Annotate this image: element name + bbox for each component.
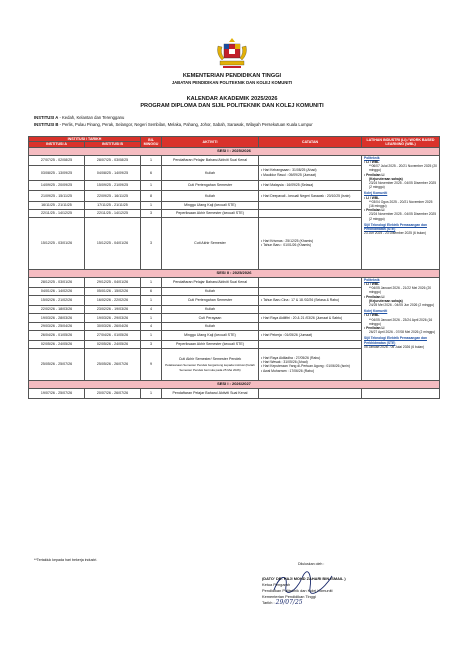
wbl-poli-d2: 24/25 Mei 2026 - 04/05 Jun 2026 (2 minggu) — [369, 303, 435, 308]
date-institusi-a: 16/11/25 - 21/11/25 — [29, 201, 85, 209]
activity: Pendaftaran Pelajar Baharu/Aktiviti Suai Kenal — [162, 277, 259, 287]
wbl-empty — [362, 388, 440, 398]
sesi-1-2025-2026 — [29, 147, 440, 155]
note-line: • Maulidur Rasul : 05/09/25 (Jumaat) — [261, 172, 317, 177]
wbl-cell: Politeknik • LI / WBL **06/07 Julai 2025 - 20/21 November 2025 (20 minggu) • Penilaian LI (Kejuruteraan sahaja) 23/24 November 2025 - 04/05 Disember 2025 (2 minggu) Kolej Komuniti • LI / WBL **03/04 Ogos 2025 - 20/21 November 2025 (16 minggu) • Penilaian LI 23/24 November 2025 - 04/05 Disember 2025 (2 minggu) Sijil Teknologi Elektrik Pemasangan dan Perkhidmatan (STE) 23 Jun 2025 - 23 Disember 2025 (6 bulan) — [362, 155, 440, 269]
date-institusi-a: 28/12/25 - 03/01/26 — [29, 277, 85, 287]
activity: Peperiksaan Akhir Semester (kecuali STE) — [162, 209, 259, 217]
header-bil-minggu: BIL MINGGU — [141, 137, 162, 148]
signatory-role3: Kementerian Pendidikan Tinggi — [262, 594, 316, 599]
wbl-kk-li: LI / WBL — [366, 313, 380, 318]
date-institusi-a: 03/08/25 - 13/09/25 — [29, 165, 85, 180]
bil-minggu: 9 — [141, 348, 162, 380]
bil-minggu: 1 — [141, 201, 162, 209]
wbl-kk: Kolej Komuniti — [364, 191, 388, 196]
note-line: • Hari Raya Aidiladha : 27/05/26 (Rabu) — [261, 355, 321, 360]
date-institusi-b: 22/09/25 - 16/11/25 — [85, 190, 141, 201]
wbl-kk-pen: Penilaian LI — [366, 326, 385, 331]
header-institusi-tarikh: INSTITUSI / TARIKH — [29, 137, 141, 142]
wbl-kk-d1: **03/04 Ogos 2025 - 20/21 November 2025 (16 minggu) — [369, 199, 433, 209]
date-institusi-a: 02/05/26 - 24/05/26 — [29, 340, 85, 348]
date-institusi-b: 05/01/26 - 15/02/26 — [85, 287, 141, 295]
note-line: • Hari Keputeraan Yang di-Pertuan Agong : 01/06/26 (Isnin) — [261, 364, 350, 369]
bil-minggu: 8 — [141, 190, 162, 201]
sesi-2-2025-2026 — [29, 269, 440, 277]
catatan — [259, 155, 362, 165]
note-line: • Tahun Baru Cina : 17 & 18 /02/26 (Selasa & Rabu) — [261, 298, 340, 303]
date-institusi-b: 30/03/26 - 26/04/26 — [85, 322, 141, 330]
bil-minggu: 6 — [141, 287, 162, 295]
note-line: • Hari Wesak : 31/05/26 (Ahad) — [261, 359, 308, 364]
activity: Kuliah — [162, 305, 259, 313]
date-institusi-b: 04/08/25 - 14/09/25 — [85, 165, 141, 180]
activity: Minggu Ulang Kaji (kecuali STE) — [162, 201, 259, 209]
catatan — [259, 330, 362, 340]
coat-of-arms-icon — [214, 36, 250, 70]
activity: Cuti Pertengahan Semester — [162, 180, 259, 190]
activity: Kuliah — [162, 165, 259, 180]
activity: Pendaftaran Pelajar Baharu/Aktiviti Suai Kenal — [162, 155, 259, 165]
catatan — [259, 190, 362, 201]
header-institusi-b: INSTITUSI B — [85, 142, 141, 147]
date-institusi-a: 25/05/26 - 25/07/26 — [29, 348, 85, 380]
footnote: **Tertakluk kepada hari bekerja industri. — [34, 558, 98, 562]
date-institusi-b: 17/11/25 - 21/11/25 — [85, 201, 141, 209]
bil-minggu: 1 — [141, 330, 162, 340]
note-line: • Tahun Baru : 01/01/26 (Khamis) — [261, 243, 311, 248]
wbl-poli-pen: Penilaian LI — [366, 172, 385, 177]
bil-minggu: 3 — [141, 217, 162, 269]
bil-minggu: 1 — [141, 180, 162, 190]
wbl-ste: Sijil Teknologi Elektrik Pemasangan dan Perkhidmatan (STE) — [364, 222, 427, 232]
date-institusi-a: 14/09/25 - 20/09/25 — [29, 180, 85, 190]
catatan — [259, 388, 362, 398]
date-institusi-a: 19/03/26 - 28/03/26 — [29, 313, 85, 322]
wbl-poli-pen: Penilaian LI — [366, 294, 385, 299]
catatan — [259, 295, 362, 305]
date-institusi-a: 22/02/26 - 18/03/26 — [29, 305, 85, 313]
wbl-kk-li: LI / WBL — [366, 195, 380, 200]
sesi-2-2025-2026-label: SESI II : 2025/2026 — [29, 269, 440, 277]
activity: Minggu Ulang Kaji (kecuali STE) — [162, 330, 259, 340]
bil-minggu: 1 — [141, 295, 162, 305]
activity — [162, 348, 259, 380]
catatan — [259, 165, 362, 180]
note-line: • Hari Raya Aidilfitri : 20 & 21 /03/26 (Jumaat & Sabtu) — [261, 315, 343, 320]
date-institusi-b: 19/03/26 - 29/03/26 — [85, 313, 141, 322]
wbl-kk-d2: 26/27 April 2026 - 07/08 Mei 2026 (2 minggu) — [369, 330, 436, 335]
signature-block — [262, 576, 346, 606]
sesi-1-2025-2026-label: SESI I : 2025/2026 — [29, 147, 440, 155]
wbl-kk-d2: 23/24 November 2025 - 04/05 Disember 2025 (2 minggu) — [369, 212, 437, 221]
date-institusi-b: 15/09/25 - 21/09/25 — [85, 180, 141, 190]
signatory-role2: Pendidikan Politeknik dan Kolej Komuniti — [262, 588, 333, 593]
approved-by-label: Diluluskan oleh : — [298, 562, 325, 566]
activity: Peperiksaan Akhir Semester (kecuali STE) — [162, 340, 259, 348]
wbl-poli-d2: 23/24 November 2025 - 04/05 Disember 2025 (2 minggu) — [369, 181, 437, 190]
sesi-1-2026-2027-label: SESI I : 2026/2027 — [29, 380, 440, 388]
table-row — [29, 277, 440, 287]
sesi-1-2026-2027 — [29, 380, 440, 388]
activity: Kuliah — [162, 190, 259, 201]
date-institusi-b: 25/05/26 - 26/07/26 — [85, 348, 141, 380]
note-line: • Hari Pekerja : 01/05/26 (Jumaat) — [261, 333, 313, 338]
wbl-poli: Politeknik — [364, 155, 380, 160]
catatan — [259, 305, 362, 313]
calendar-title: KALENDAR AKADEMIK 2025/2026 — [186, 96, 278, 102]
note-line: • Hari Krismas : 25/12/25 (Khamis) — [261, 238, 314, 243]
header-institusi-a: INSTITUSI A — [29, 142, 85, 147]
bil-minggu: 4 — [141, 322, 162, 330]
date-institusi-a: 15/12/25 - 03/01/26 — [29, 217, 85, 269]
calendar-subtitle: PROGRAM DIPLOMA DAN SIJIL POLITEKNIK DAN KOLEJ KOMUNITI — [140, 103, 324, 109]
wbl-ste-d: 23 Jun 2025 - 23 Disember 2025 (6 bulan) — [364, 231, 426, 236]
date-institusi-a: 29/03/26 - 25/04/26 — [29, 322, 85, 330]
date-institusi-a: 27/07/25 - 02/08/25 — [29, 155, 85, 165]
bil-minggu: 1 — [141, 155, 162, 165]
header-aktiviti: AKTIVITI — [162, 137, 259, 148]
catatan — [259, 180, 362, 190]
bil-minggu: 1 — [141, 388, 162, 398]
wbl-poli-li: LI / WBL — [366, 282, 380, 287]
activity-detail: Pelaksanaan Semester Pendek bergantung kepada institusi (Kuliah Semester Pendek bermula pada 25 Mei 2026) — [165, 363, 255, 372]
catatan — [259, 340, 362, 348]
bil-minggu: 6 — [141, 165, 162, 180]
date-institusi-b: 16/02/26 - 22/02/26 — [85, 295, 141, 305]
catatan — [259, 313, 362, 322]
wbl-poli-li: LI / WBL — [366, 160, 380, 165]
note-line: • Awal Muharram : 17/06/26 (Rabu) — [261, 368, 314, 373]
wbl-poli-d1: **04/05 Januari 2026 - 21/22 Mei 2026 (20 minggu) — [369, 286, 432, 295]
date-institusi-b: 02/05/26 - 24/05/26 — [85, 340, 141, 348]
institution-a-line: INSTITUSI A - Kedah, Kelantan dan Terengganu — [34, 115, 125, 120]
bil-minggu: 1 — [141, 277, 162, 287]
catatan — [259, 287, 362, 295]
wbl-kk: Kolej Komuniti — [364, 309, 388, 314]
wbl-kk-pen: Penilaian LI — [366, 208, 385, 213]
date-institusi-a: 19/07/26 - 25/07/26 — [29, 388, 85, 398]
signature-date: Tarikh : 29/07/25 — [262, 599, 303, 606]
date-institusi-b: 15/12/25 - 04/01/26 — [85, 217, 141, 269]
wbl-ste: Sijil Teknologi Elektrik Pemasangan dan Perkhidmatan (STE) — [364, 336, 427, 345]
wbl-poli: Politeknik — [364, 277, 380, 282]
calendar-table — [28, 136, 440, 399]
catatan — [259, 277, 362, 287]
catatan — [259, 201, 362, 209]
catatan — [259, 348, 362, 380]
note-line: • Hari Kebangsaan : 31/08/25 (Ahad) — [261, 168, 317, 173]
note-line: • Hari Deepavali - kecuali Negeri Sarawak : 20/10/25 (Isnin) — [261, 193, 351, 198]
header-wbl: LATIHAN INDUSTRI (LI) / WORK BASED LEARNING (WBL) — [362, 137, 440, 148]
bil-minggu: 1 — [141, 313, 162, 322]
note-line: • Hari Malaysia : 16/09/25 (Selasa) — [261, 183, 314, 188]
ministry-title: KEMENTERIAN PENDIDIKAN TINGGI — [182, 73, 282, 79]
catatan — [259, 322, 362, 330]
header-catatan: CATATAN — [259, 137, 362, 148]
activity: Pendaftaran Pelajar Baharu/ Aktiviti Suai Kenal — [162, 388, 259, 398]
bil-minggu: 3 — [141, 209, 162, 217]
signatory-role1: Ketua Pengarah — [262, 582, 291, 587]
wbl-cell: Politeknik • LI / WBL **04/05 Januari 2026 - 21/22 Mei 2026 (20 minggu) • Penilaian LI (Kejuruteraan sahaja) 24/25 Mei 2026 - 04/05 Jun 2026 (2 minggu) Kolej Komuniti • LI / WBL **04/05 Januari 2026 - 23/24 April 2026 (16 minggu) • Penilaian LI 26/27 April 2026 - 07/08 Mei 2026 (2 minggu) Sijil Teknologi Elektrik Pemasangan dan Perkhidmatan (STE) 05 Januari 2026 - 05 Julai 2026 (6 bulan) — [362, 277, 440, 380]
date-institusi-b: 29/12/25 - 04/01/26 — [85, 277, 141, 287]
wbl-ste-d: 05 Januari 2026 - 05 Julai 2026 (6 bulan) — [364, 344, 425, 349]
activity: Cuti Akhir Semester — [162, 217, 259, 269]
wbl-kk-d1: **04/05 Januari 2026 - 23/24 April 2026 (16 minggu) — [369, 317, 433, 326]
date-institusi-a: 04/01/26 - 14/02/26 — [29, 287, 85, 295]
activity: Cuti Pertengahan Semester — [162, 295, 259, 305]
activity: Cuti Perayaan — [162, 313, 259, 322]
date-institusi-b: 20/07/26 - 26/07/26 — [85, 388, 141, 398]
date-institusi-b: 28/07/25 - 03/08/25 — [85, 155, 141, 165]
date-institusi-b: 23/02/26 - 19/03/26 — [85, 305, 141, 313]
catatan — [259, 209, 362, 217]
wbl-poli-d1: **06/07 Julai 2025 - 20/21 November 2025 (20 minggu) — [369, 164, 437, 173]
date-institusi-a: 21/09/25 - 15/11/25 — [29, 190, 85, 201]
signatory-name: (DATO' DR. HAJI MOHD ZAHARI BIN ISMAIL ) — [262, 576, 346, 581]
table-row — [29, 388, 440, 398]
activity: Kuliah — [162, 287, 259, 295]
date-institusi-b: 22/11/25 - 14/12/25 — [85, 209, 141, 217]
table-row — [29, 155, 440, 165]
date-institusi-a: 22/11/25 - 14/12/25 — [29, 209, 85, 217]
department-title: JABATAN PENDIDIKAN POLITEKNIK DAN KOLEJ KOMUNITI — [171, 80, 293, 85]
catatan — [259, 217, 362, 269]
institution-b-line: INSTITUSI B - Perlis, Pulau Pinang, Perak, Selangor, Negeri Sembilan, Melaka, Pahang, Johor, Sabah, Sarawak, Wilayah Persekutuan Kuala Lumpur — [34, 122, 313, 127]
activity-label: Cuti Akhir Semester/ Semester Pendek — [178, 356, 242, 361]
date-institusi-a: 26/04/26 - 01/05/26 — [29, 330, 85, 340]
date-institusi-b: 27/04/26 - 01/05/26 — [85, 330, 141, 340]
bil-minggu: 4 — [141, 305, 162, 313]
wbl-poli-pen-sub: (Kejuruteraan sahaja) — [369, 176, 403, 181]
wbl-poli-pen-sub: (Kejuruteraan sahaja) — [369, 298, 403, 303]
bil-minggu: 3 — [141, 340, 162, 348]
date-institusi-a: 15/02/26 - 21/02/26 — [29, 295, 85, 305]
activity: Kuliah — [162, 322, 259, 330]
